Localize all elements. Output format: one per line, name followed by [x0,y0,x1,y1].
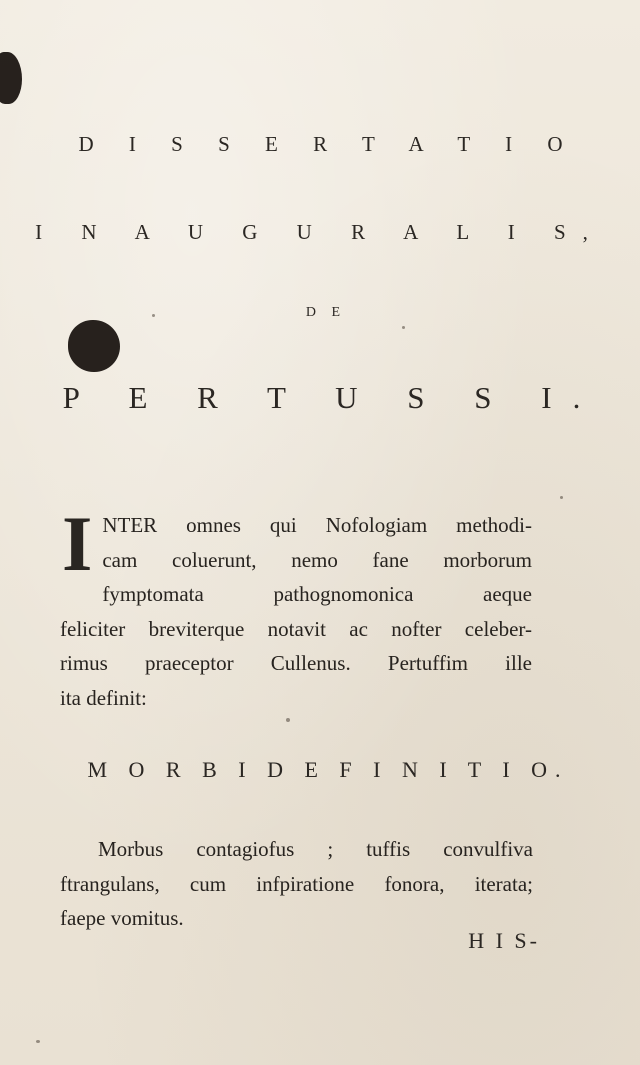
ink-stain [0,52,22,104]
paragraph-line: rimus praeceptor Cullenus. Pertuffim ille [60,651,532,675]
paper-speck [560,496,563,499]
paper-speck [402,326,405,329]
title-pertussi: P E R T U S S I. [62,380,602,415]
paragraph-line: fymptomata pathognomonica aeque [102,582,532,606]
paragraph-line: NTER omnes qui Nofologiam methodi- [102,513,532,537]
ink-blot [68,320,120,372]
title-inauguralis: I N A U G U R A L I S, [35,220,605,244]
paragraph-line: cam coluerunt, nemo fane morborum [102,547,532,572]
paragraph-line: ftrangulans, cum infpiratione fonora, iterata; [60,871,533,896]
title-dissertatio: D I S S E R T A T I O [78,132,578,156]
paragraph-line: Morbus contagiofus ; tuffis convulfiva [98,837,533,861]
definition-paragraph [60,832,533,936]
paper-speck [36,1040,40,1043]
title-de: D E [305,305,347,320]
paragraph-line: ita definit: [60,685,147,710]
section-heading: M O R B I D E F I N I T I O. [87,757,569,782]
catchword: H I S- [468,928,540,953]
paragraph-line: feliciter breviterque notavit ac nofter celeber- [60,616,532,641]
intro-paragraph [60,500,532,715]
paper-speck [286,718,290,722]
drop-cap: I [62,500,93,587]
paragraph-line: faepe vomitus. [60,906,184,930]
